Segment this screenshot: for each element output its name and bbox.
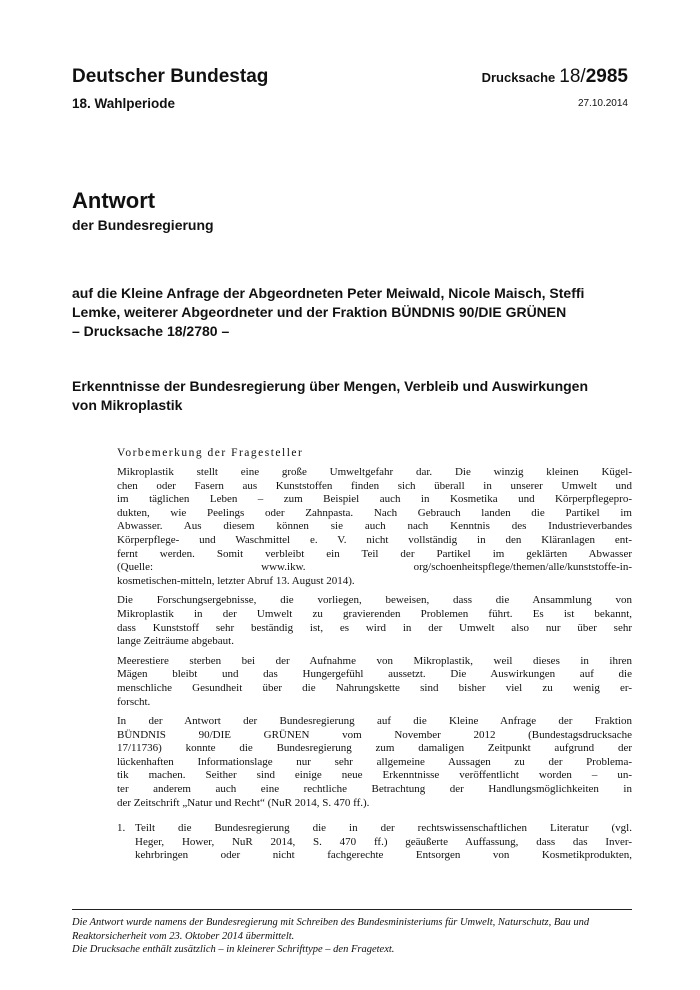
- reference-line: Lemke, weiterer Abgeordneter und der Fraktion BÜNDNIS 90/DIE GRÜNEN: [72, 304, 567, 320]
- paragraph: [117, 466, 632, 588]
- drucksache-number: [482, 66, 628, 88]
- text-line: menschliche Gesundheit über die Nahrungskette sind bisher viel zu wenig er-: [117, 681, 632, 694]
- preliminary-remark-body: [117, 466, 632, 816]
- text-line: lückenhaften Informationslage nur sehr allgemeine Aussagen zu der Problema-: [117, 755, 632, 768]
- text-line: dukten, wie Peelings oder Zahnpasta. Nach Gebrauch landen die Partikel im: [117, 506, 632, 519]
- drucksache-label: Drucksache: [481, 70, 556, 85]
- text-line: tik machen. Seither sind einige neue Erkenntnisse veröffentlicht worden – un-: [117, 769, 632, 782]
- reference-line: auf die Kleine Anfrage der Abgeordneten Peter Meiwald, Nicole Maisch, Steffi: [72, 285, 585, 301]
- text-line: Mikroplastik stellt eine große Umweltgefahr dar. Die winzig kleinen Kügel-: [117, 466, 632, 478]
- question-number: 1.: [117, 822, 126, 834]
- text-line: im täglichen Leben – zum Beispiel auch in Kosmetika und Körperpflegepro-: [117, 493, 632, 506]
- footnote-line: Reaktorsicherheit vom 23. Oktober 2014 übermittelt.: [72, 930, 295, 942]
- text-line: Die Forschungsergebnisse, die vorliegen, beweisen, dass die Ansammlung von: [117, 594, 632, 607]
- text-line: BÜNDNIS 90/DIE GRÜNEN vom November 2012 (Bundestagsdrucksache: [117, 728, 632, 741]
- text-line: Abwasser. Aus diesem können sie auch nach Kenntnis des Industrieverbandes: [117, 520, 632, 533]
- subject-title: [72, 377, 632, 415]
- paragraph: [117, 655, 632, 709]
- text-line: Körperpflege- und Waschmittel e. V. nicht vollständig in den Kläranlagen ent-: [117, 533, 632, 546]
- document-date: 27.10.2014: [577, 98, 628, 109]
- text-line: Heger, Hower, NuR 2014, S. 470 ff.) geäußerte Auffassung, dass das Inver-: [135, 835, 632, 848]
- text-line: In der Antwort der Bundesregierung auf die Kleine Anfrage der Fraktion: [117, 715, 632, 728]
- text-line: Teilt die Bundesregierung die in der rechtswissenschaftlichen Literatur (vgl.: [135, 822, 632, 834]
- text-line: 17/11736) konnte die Bundesregierung zum damaligen Zeitpunkt aufgrund der: [117, 742, 632, 755]
- text-line: chen oder Fasern aus Kunststoffen finden sich überall in unserer Umwelt und: [117, 479, 632, 492]
- institution-name: Deutscher Bundestag: [72, 66, 269, 87]
- subject-line: von Mikroplastik: [72, 397, 183, 413]
- preliminary-remark-heading: Vorbemerkung der Fragesteller: [117, 447, 304, 459]
- question-text: [135, 822, 632, 863]
- text-line: forscht.: [117, 695, 151, 708]
- text-line: fernt werden. Somit verbleibt ein Teil der Partikel im geklärten Abwasser: [117, 547, 632, 560]
- reference-line: – Drucksache 18/2780 –: [72, 323, 230, 339]
- drucksache-serial: 2985: [585, 66, 628, 87]
- footnote-line: Die Drucksache enthält zusätzlich – in kleinerer Schrifttype – den Fragetext.: [72, 944, 395, 955]
- footnote-divider: [72, 909, 632, 910]
- text-line: kehrbringen oder nicht fachgerechte Entsorgen von Kosmetikprodukten,: [135, 849, 632, 862]
- footnote-line: Die Antwort wurde namens der Bundesregierung mit Schreiben des Bundesministeriums für Umwelt, Naturschutz, Bau und: [72, 917, 590, 928]
- text-line: (Quelle: www.ikw. org/schoenheitspflege/themen/alle/kunststoffe-in-: [117, 561, 632, 574]
- paragraph: [117, 594, 632, 648]
- inquiry-reference: [72, 284, 632, 341]
- document-type-title: Antwort: [72, 188, 156, 213]
- paragraph: [117, 715, 632, 810]
- text-line: der Zeitschrift „Natur und Recht“ (NuR 2014, S. 470 ff.).: [117, 796, 370, 809]
- drucksache-period-prefix: 18/: [559, 66, 586, 87]
- text-line: ter anderem auch eine rechtliche Betrachtung der Handlungsmöglichkeiten in: [117, 783, 632, 796]
- text-line: Mägen bleibt und das Hungergefühl aussetzt. Die Auswirkungen auf die: [117, 668, 632, 681]
- text-line: dass Kunststoff sehr beständig ist, es wird in der Umwelt also nur über sehr: [117, 621, 632, 634]
- document-subtitle: der Bundesregierung: [72, 217, 214, 233]
- text-line: kosmetischen-mitteln, letzter Abruf 13. August 2014).: [117, 574, 355, 587]
- subject-line: Erkenntnisse der Bundesregierung über Mengen, Verbleib und Auswirkungen: [72, 378, 589, 394]
- text-line: Meerestiere sterben bei der Aufnahme von Mikroplastik, weil dieses in ihren: [117, 654, 632, 667]
- text-line: lange Zeiträume abgebaut.: [117, 635, 234, 648]
- text-line: Mikroplastik in der Umwelt zu gravierenden Problemen führt. Es ist bekannt,: [117, 607, 632, 620]
- legislative-period: 18. Wahlperiode: [72, 96, 176, 111]
- footnote: [72, 916, 637, 957]
